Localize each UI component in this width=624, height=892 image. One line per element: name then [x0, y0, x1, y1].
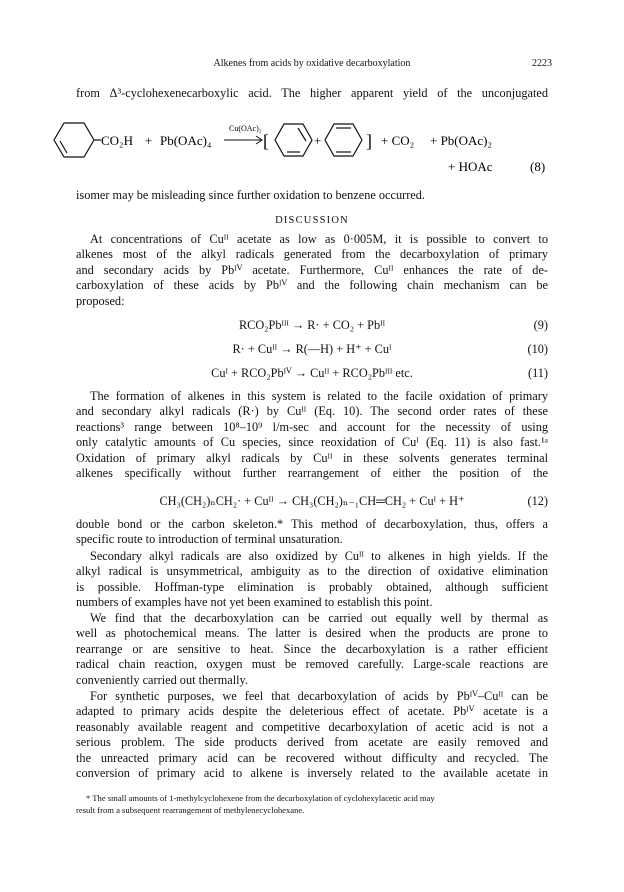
equation-10 — [76, 342, 548, 358]
bracket-open: [ — [263, 131, 269, 151]
bracket-close: ] — [366, 131, 372, 151]
text-line: adapted to primary acids despite the deleterious effect of acetate. Pbᴵⱽ acetate is a — [76, 704, 548, 719]
footnote-line: result from a subsequent rearrangement of methylenecyclohexane. — [76, 804, 305, 815]
text-line: isomer may be misleading since further oxidation to benzene occurred. — [76, 188, 425, 202]
equation-number: (8) — [530, 159, 546, 174]
text-line: alkenes most of the alkyl radicals generated from the decarboxylation of primary — [76, 247, 548, 262]
catalyst-label: Cu(OAc)₂ — [229, 124, 262, 133]
paragraph-6 — [76, 689, 548, 781]
text-line: Oxidation of primary alkyl radicals by Cuᴵᴵ in these solvents generates terminal — [76, 450, 548, 465]
equation-text: RCO₂Pbᴵᴵᴵ → R· + CO₂ + Pbᴵᴵ — [238, 318, 386, 332]
paragraph-3 — [76, 517, 548, 548]
equation-text: R· + Cuᴵᴵ → R(—H) + H⁺ + Cuᴵ — [232, 342, 392, 356]
text-line: and secondary alkyl radicals (R·) by Cuᴵᴵ (Eq. 10). The second order rates of these — [76, 404, 548, 419]
text-line: We find that the decarboxylation can be carried out equally well by thermal as — [90, 611, 548, 625]
text-line: The formation of alkenes in this system is related to the facile oxidation of primary — [90, 389, 548, 403]
text-line: serious problem. The side products derived from acetate are easily removed and — [76, 735, 548, 750]
carboxyl-group: CO₂H — [101, 133, 133, 148]
text-line: alkyl radical is unsymmetrical, ambiguity as to the direction of oxidative elimination — [76, 564, 548, 579]
equation-9 — [76, 318, 548, 334]
carbon-dioxide: + CO₂ — [381, 133, 415, 148]
text-line: well as photochemical means. The latter is desired when the products are prone to — [76, 626, 548, 641]
paragraph-5 — [76, 611, 548, 688]
unconjugated-diene-ring-structure — [325, 124, 362, 156]
text-line: carboxylation of these acids by Pbᴵⱽ and the following chain mechanism can be — [76, 278, 548, 293]
paragraph-2 — [76, 389, 548, 481]
plus-sign: + — [314, 133, 322, 148]
text-line: radical chain reaction, oxygen must be removed carefully. Large-scale reactions are — [76, 657, 548, 672]
text-line: Secondary alkyl radicals are also oxidized by Cuᴵᴵ to alkenes in high yields. If the — [90, 549, 548, 563]
equation-number: (10) — [527, 342, 548, 356]
cyclohexene-ring-structure — [54, 123, 94, 157]
text-line: alkenes specifically without further rearrangement of either the position of the — [76, 466, 548, 481]
conjugated-diene-ring-structure — [275, 124, 312, 156]
reaction-scheme-8 — [0, 112, 624, 182]
equation-11 — [76, 366, 548, 382]
equation-number: (11) — [527, 366, 548, 380]
equation-text: Cuᴵ + RCO₂Pbᴵⱽ → Cuᴵᴵ + RCO₂Pbᴵᴵᴵ etc. — [211, 366, 413, 380]
text-line: reasonably available reagent and competitive decarboxylation of acetic acid is not a — [76, 719, 548, 734]
equation-number: (12) — [527, 494, 548, 508]
paragraph-4 — [76, 549, 548, 611]
acetic-acid: + HOAc — [448, 159, 493, 174]
text-line: and secondary acids by Pbᴵⱽ acetate. Furthermore, Cuᴵᴵ enhances the rate of de- — [76, 262, 548, 277]
text-line: specific route to introduction of terminal unsaturation. — [76, 532, 343, 547]
equation-text: CH₃(CH₂)ₙCH₂· + Cuᴵᴵ → CH₃(CH₂)ₙ₋₁CH═CH₂ + Cuᴵ + H⁺ — [159, 494, 465, 508]
plus-sign: + — [145, 133, 153, 148]
text-line: only catalytic amounts of Cu species, since reoxidation of Cuᴵ (Eq. 11) is also fast.¹ᵃ — [76, 435, 548, 450]
text-line: the unreacted primary acid can be recovered without difficulty and recycled. The — [76, 750, 548, 765]
footnote-line: * The small amounts of 1-methylcyclohexene from the decarboxylation of cyclohexylacetic acid may — [86, 793, 435, 803]
text-line: double bond or the carbon skeleton.* This method of decarboxylation, thus, offers a — [76, 517, 548, 531]
equation-12 — [76, 494, 548, 510]
page-number: 2223 — [532, 58, 552, 69]
text-line: reactions³ range between 10⁸–10⁹ l/m-sec and account for the necessity of using — [76, 419, 548, 434]
section-heading: DISCUSSION — [275, 215, 349, 226]
text-line: At concentrations of Cuᴵᴵ acetate as low as 0·005M, it is possible to convert to — [90, 232, 548, 246]
text-line: conveniently carried out thermally. — [76, 672, 248, 687]
footnote — [76, 793, 548, 816]
text-line: from Δ³-cyclohexenecarboxylic acid. The higher apparent yield of the unconjugated — [76, 86, 548, 100]
intro-text — [76, 86, 548, 101]
running-title: Alkenes from acids by oxidative decarboxylation — [213, 58, 411, 69]
text-line: is possible. Hoffman-type elimination is probably obtained, although sufficient — [76, 579, 548, 594]
text-line: proposed: — [76, 293, 125, 308]
text-line: numbers of examples have not yet been examined to establish this point. — [76, 595, 433, 610]
text-line: conversion of primary acid to alkene is inversely related to the available acetate in — [76, 766, 548, 781]
text-line: rearrange or are sensitive to heat. Since the decarboxylation is a rather efficient — [76, 641, 548, 656]
lead-diacetate: + Pb(OAc)₂ — [430, 133, 493, 148]
text-line: For synthetic purposes, we feel that decarboxylation of acids by Pbᴵⱽ–Cuᴵᴵ can be — [90, 689, 548, 703]
equation-number: (9) — [533, 318, 548, 332]
paragraph-1 — [76, 232, 548, 309]
lead-tetraacetate: Pb(OAc)₄ — [160, 133, 212, 148]
after-scheme-text — [76, 188, 548, 203]
